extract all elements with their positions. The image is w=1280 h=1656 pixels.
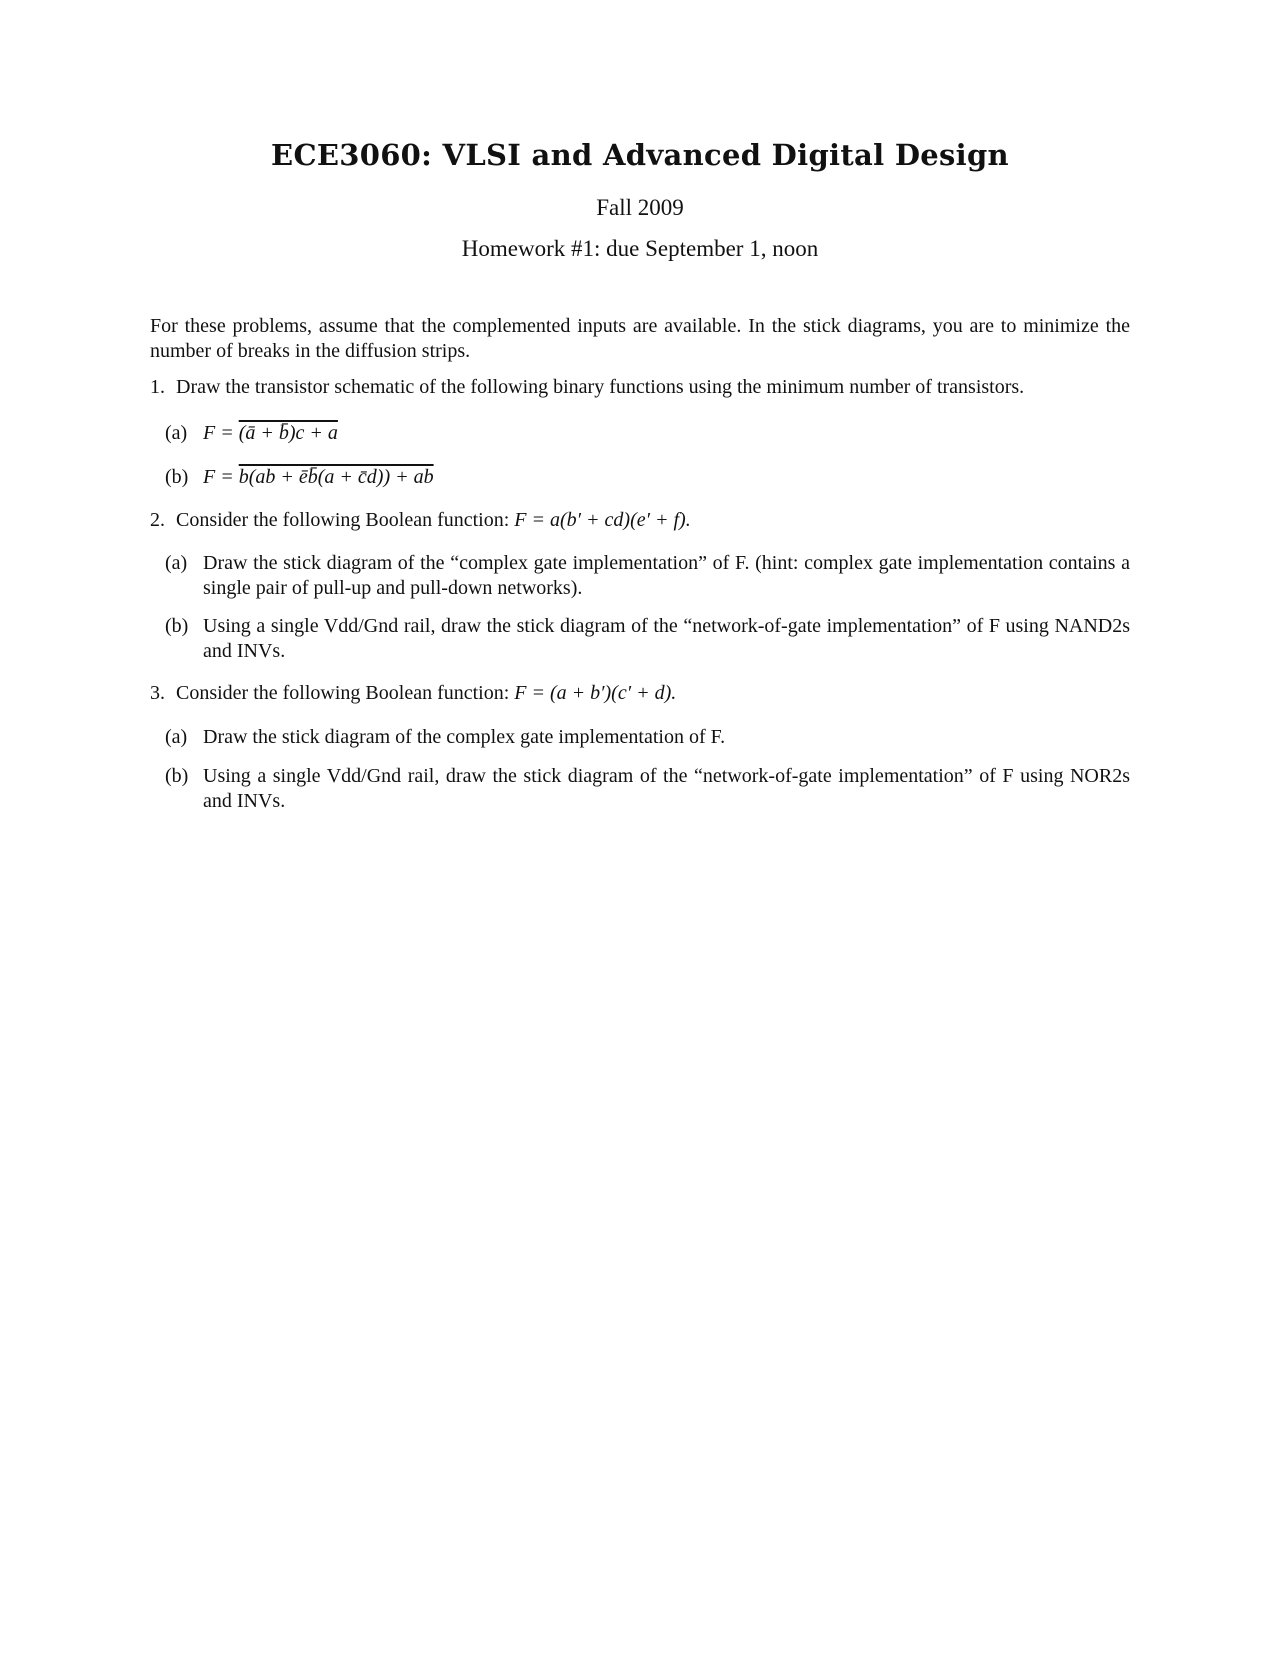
- part-label: (a): [165, 552, 188, 574]
- expression-value: (ā + b̄)c + a: [238, 422, 338, 444]
- part-label: (a): [165, 422, 188, 444]
- expression-1a: F = (ā + b̄)c + a: [203, 422, 338, 444]
- part-text: Draw the stick diagram of the complex gate implementation of F.: [203, 726, 726, 748]
- problem-number: 2.: [150, 509, 165, 531]
- assignment-due: Homework #1: due September 1, noon: [461, 236, 819, 261]
- problem-3: [150, 681, 1130, 706]
- problem-number: 3.: [150, 682, 165, 704]
- part-label: (a): [165, 726, 188, 748]
- part-text: Using a single Vdd/Gnd rail, draw the stick diagram of the “network-of-gate implementation” of F using NOR2s and INVs.: [203, 765, 1130, 812]
- expression-1b: F = b(ab + ēb̄(a + c̄d)) + ab: [203, 466, 434, 488]
- problem-2: [150, 508, 1130, 533]
- part-label: (b): [165, 615, 189, 637]
- part-label: (b): [165, 466, 189, 488]
- function-expression: F = (a + b′)(c′ + d).: [514, 682, 677, 704]
- part-text: Using a single Vdd/Gnd rail, draw the stick diagram of the “network-of-gate implementation” of F using NAND2s and INVs.: [203, 615, 1130, 662]
- problem-text: Draw the transistor schematic of the following binary functions using the minimum number of transistors.: [176, 376, 1025, 398]
- intro-paragraph: For these problems, assume that the complemented inputs are available. In the stick diagrams, you are to minimize the number of breaks in the diffusion strips.: [150, 315, 1130, 362]
- function-expression: F = a(b′ + cd)(e′ + f).: [514, 509, 691, 531]
- semester: Fall 2009: [596, 195, 684, 220]
- problem-1: [150, 375, 1130, 400]
- problem-text: Consider the following Boolean function:: [176, 682, 510, 704]
- problem-number: 1.: [150, 376, 165, 398]
- course-title: ECE3060: VLSI and Advanced Digital Design: [271, 138, 1009, 172]
- problem-text: Consider the following Boolean function:: [176, 509, 510, 531]
- part-text: Draw the stick diagram of the “complex gate implementation” of F. (hint: complex gate implementation contains a single pair of pull-up and pull-down networks).: [203, 552, 1130, 599]
- part-label: (b): [165, 765, 189, 787]
- expression-value: b(ab + ēb̄(a + c̄d)) + ab: [238, 466, 434, 488]
